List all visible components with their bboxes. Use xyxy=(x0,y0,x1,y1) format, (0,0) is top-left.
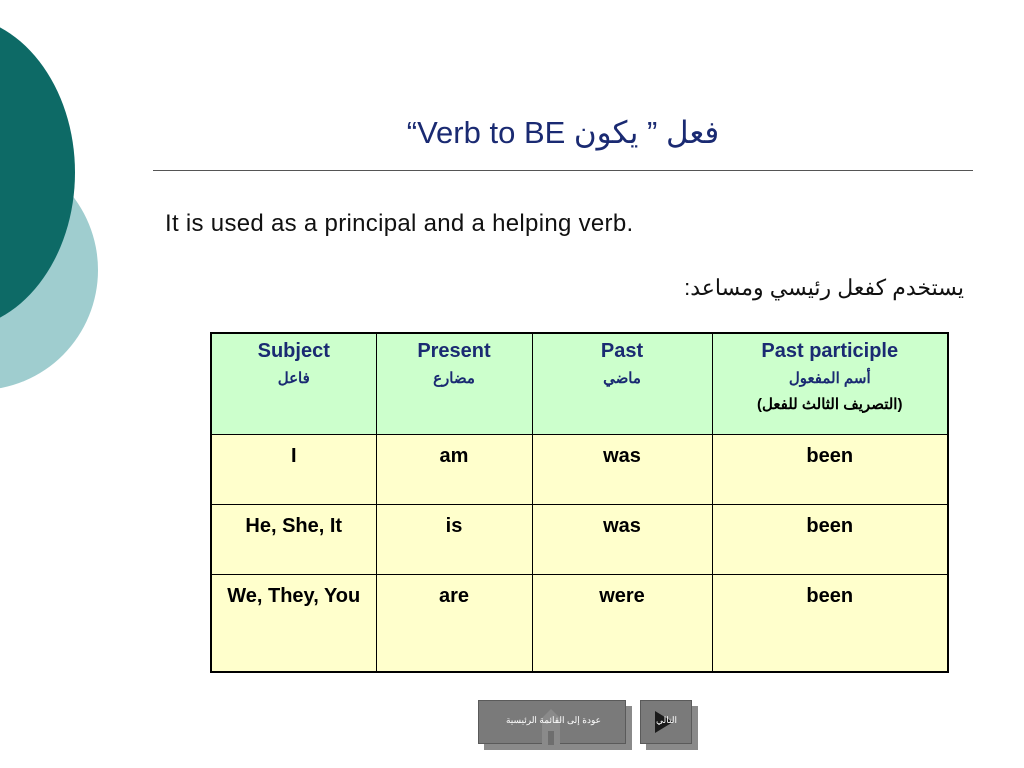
cell-present: is xyxy=(376,504,532,574)
header-past-participle-en: Past participle xyxy=(761,340,899,362)
subtitle-arabic: يستخدم كفعل رئيسي ومساعد: xyxy=(684,275,964,300)
header-present-en: Present xyxy=(417,340,491,362)
cell-past: were xyxy=(532,574,712,672)
cell-subject: He, She, It xyxy=(211,504,376,574)
home-icon xyxy=(537,707,565,747)
header-past-participle-ar: أسم المفعول xyxy=(788,370,871,387)
title-divider xyxy=(153,170,973,171)
table-header-row xyxy=(211,333,948,434)
header-present xyxy=(376,333,532,434)
verb-conjugation-table xyxy=(210,332,949,673)
next-button[interactable] xyxy=(640,700,692,744)
header-past-participle-note: (التصريف الثالث للفعل) xyxy=(757,396,903,413)
header-past-participle xyxy=(712,333,948,434)
slide-title: “Verb to BE فعل ” يكون xyxy=(406,115,720,150)
home-menu-button[interactable] xyxy=(478,700,626,744)
header-present-ar: مضارع xyxy=(433,370,475,387)
cell-past-participle: been xyxy=(712,574,948,672)
table-row xyxy=(211,434,948,504)
cell-past: was xyxy=(532,434,712,504)
cell-past: was xyxy=(532,504,712,574)
header-subject-en: Subject xyxy=(257,340,330,362)
cell-past-participle: been xyxy=(712,434,948,504)
cell-subject: I xyxy=(211,434,376,504)
table-row xyxy=(211,574,948,672)
next-label: التالي xyxy=(656,715,677,725)
header-past-en: Past xyxy=(600,340,644,362)
cell-subject: We, They, You xyxy=(211,574,376,672)
table-row xyxy=(211,504,948,574)
header-subject-ar: فاعل xyxy=(277,370,310,387)
home-menu-label: عودة إلى القائمة الرئيسية xyxy=(505,715,601,725)
header-subject xyxy=(211,333,376,434)
header-past xyxy=(532,333,712,434)
cell-past-participle: been xyxy=(712,504,948,574)
cell-present: am xyxy=(376,434,532,504)
subtitle-english: It is used as a principal and a helping verb. xyxy=(165,210,634,237)
header-past-ar: ماضي xyxy=(603,370,641,387)
cell-present: are xyxy=(376,574,532,672)
